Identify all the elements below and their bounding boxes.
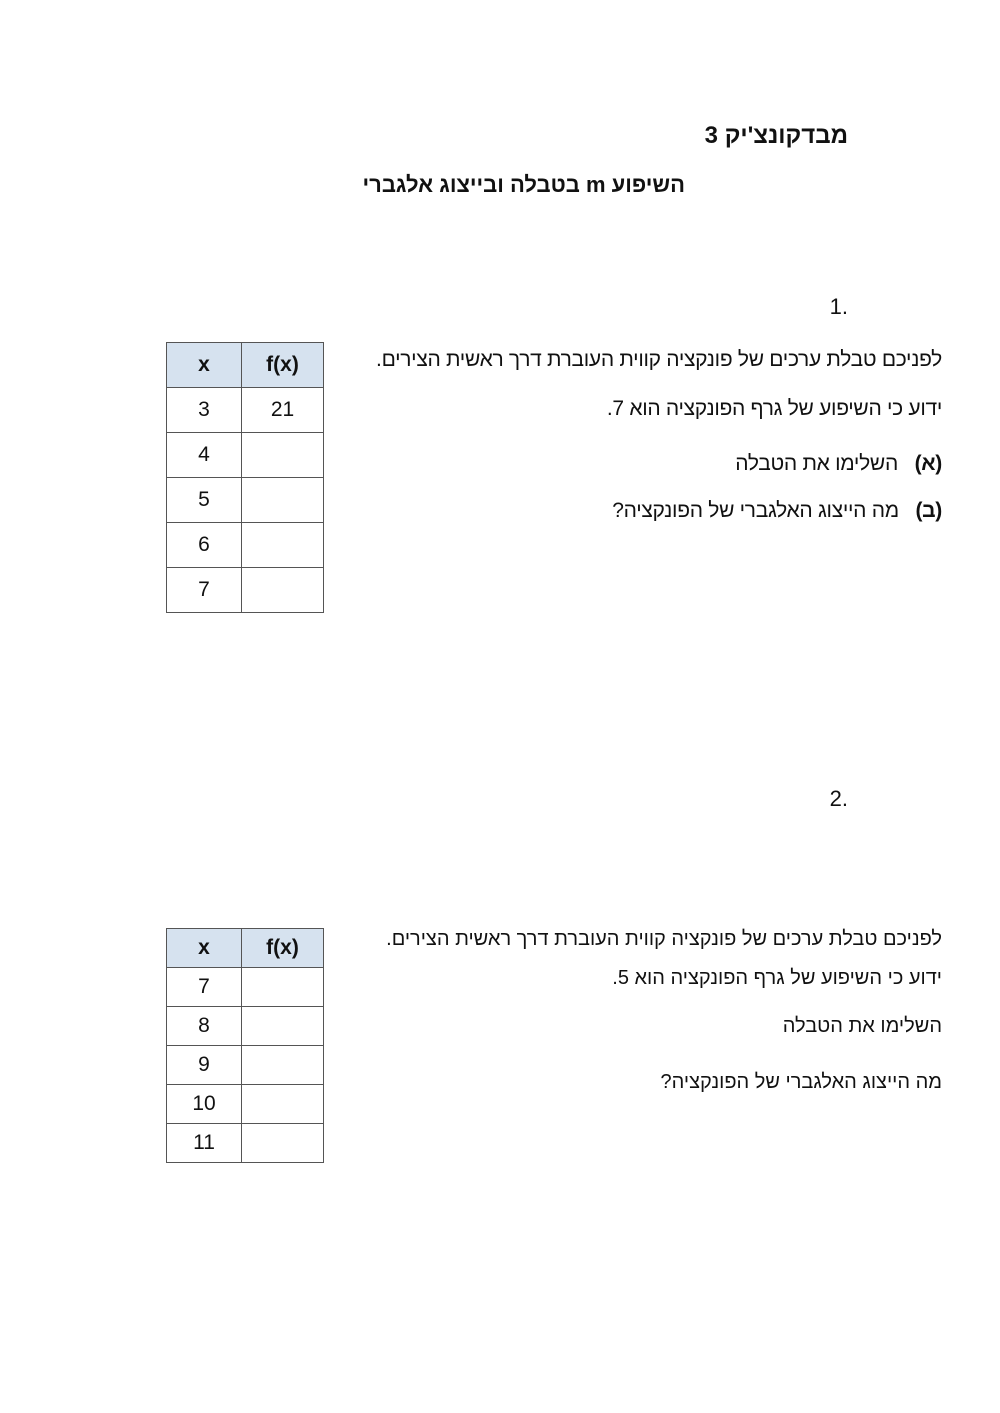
table-row	[167, 1046, 324, 1085]
question-1-part-b	[612, 499, 942, 523]
question-1-intro: לפניכם טבלת ערכים של פונקציה קווית העוברת דרך ראשית הצירים.	[376, 348, 942, 371]
table-row	[167, 1007, 324, 1046]
table-row	[167, 568, 324, 613]
question-2-value-table	[166, 928, 324, 1163]
cell-fx[interactable]	[242, 1124, 324, 1163]
page-title: מבדקונצ'יק 3	[704, 122, 848, 149]
question-2-number: 2.	[829, 786, 848, 811]
table-row	[167, 523, 324, 568]
cell-fx[interactable]	[242, 478, 324, 523]
header-x: x	[167, 929, 242, 968]
cell-x: 7	[167, 968, 242, 1007]
question-1-part-a-text: השלימו את הטבלה	[735, 452, 898, 475]
cell-fx[interactable]	[242, 968, 324, 1007]
table-row	[167, 968, 324, 1007]
cell-fx[interactable]	[242, 433, 324, 478]
cell-fx[interactable]: 21	[242, 388, 324, 433]
question-1-value-table	[166, 342, 324, 613]
header-fx: f(x)	[242, 929, 324, 968]
cell-x: 8	[167, 1007, 242, 1046]
cell-fx[interactable]	[242, 1085, 324, 1124]
table-row	[167, 1124, 324, 1163]
question-2-part-a: השלימו את הטבלה	[782, 1015, 942, 1037]
question-2-intro: לפניכם טבלת ערכים של פונקציה קווית העוברת דרך ראשית הצירים.	[386, 928, 942, 950]
table-header-row	[167, 929, 324, 968]
question-1-slope: ידוע כי השיפוע של גרף הפונקציה הוא 7.	[606, 397, 942, 420]
table-header-row	[167, 343, 324, 388]
cell-fx[interactable]	[242, 523, 324, 568]
question-1-number: 1.	[829, 294, 848, 319]
question-1-part-b-letter: (ב)	[915, 499, 942, 522]
cell-fx[interactable]	[242, 1007, 324, 1046]
table-row	[167, 388, 324, 433]
header-x: x	[167, 343, 242, 388]
table-row	[167, 433, 324, 478]
table-row	[167, 478, 324, 523]
question-1-part-b-text: מה הייצוג האלגברי של הפונקציה?	[612, 499, 899, 522]
page-subtitle: השיפוע m בטבלה ובייצוג אלגברי	[362, 172, 685, 197]
question-1-part-a	[735, 452, 942, 476]
question-1-part-a-letter: (א)	[914, 452, 942, 475]
cell-x: 4	[167, 433, 242, 478]
cell-x: 6	[167, 523, 242, 568]
question-2-slope: ידוע כי השיפוע של גרף הפונקציה הוא 5.	[612, 967, 942, 989]
cell-fx[interactable]	[242, 568, 324, 613]
header-fx: f(x)	[242, 343, 324, 388]
question-2-part-b: מה הייצוג האלגברי של הפונקציה?	[660, 1071, 942, 1093]
cell-fx[interactable]	[242, 1046, 324, 1085]
cell-x: 9	[167, 1046, 242, 1085]
cell-x: 10	[167, 1085, 242, 1124]
cell-x: 3	[167, 388, 242, 433]
cell-x: 5	[167, 478, 242, 523]
cell-x: 7	[167, 568, 242, 613]
cell-x: 11	[167, 1124, 242, 1163]
table-row	[167, 1085, 324, 1124]
